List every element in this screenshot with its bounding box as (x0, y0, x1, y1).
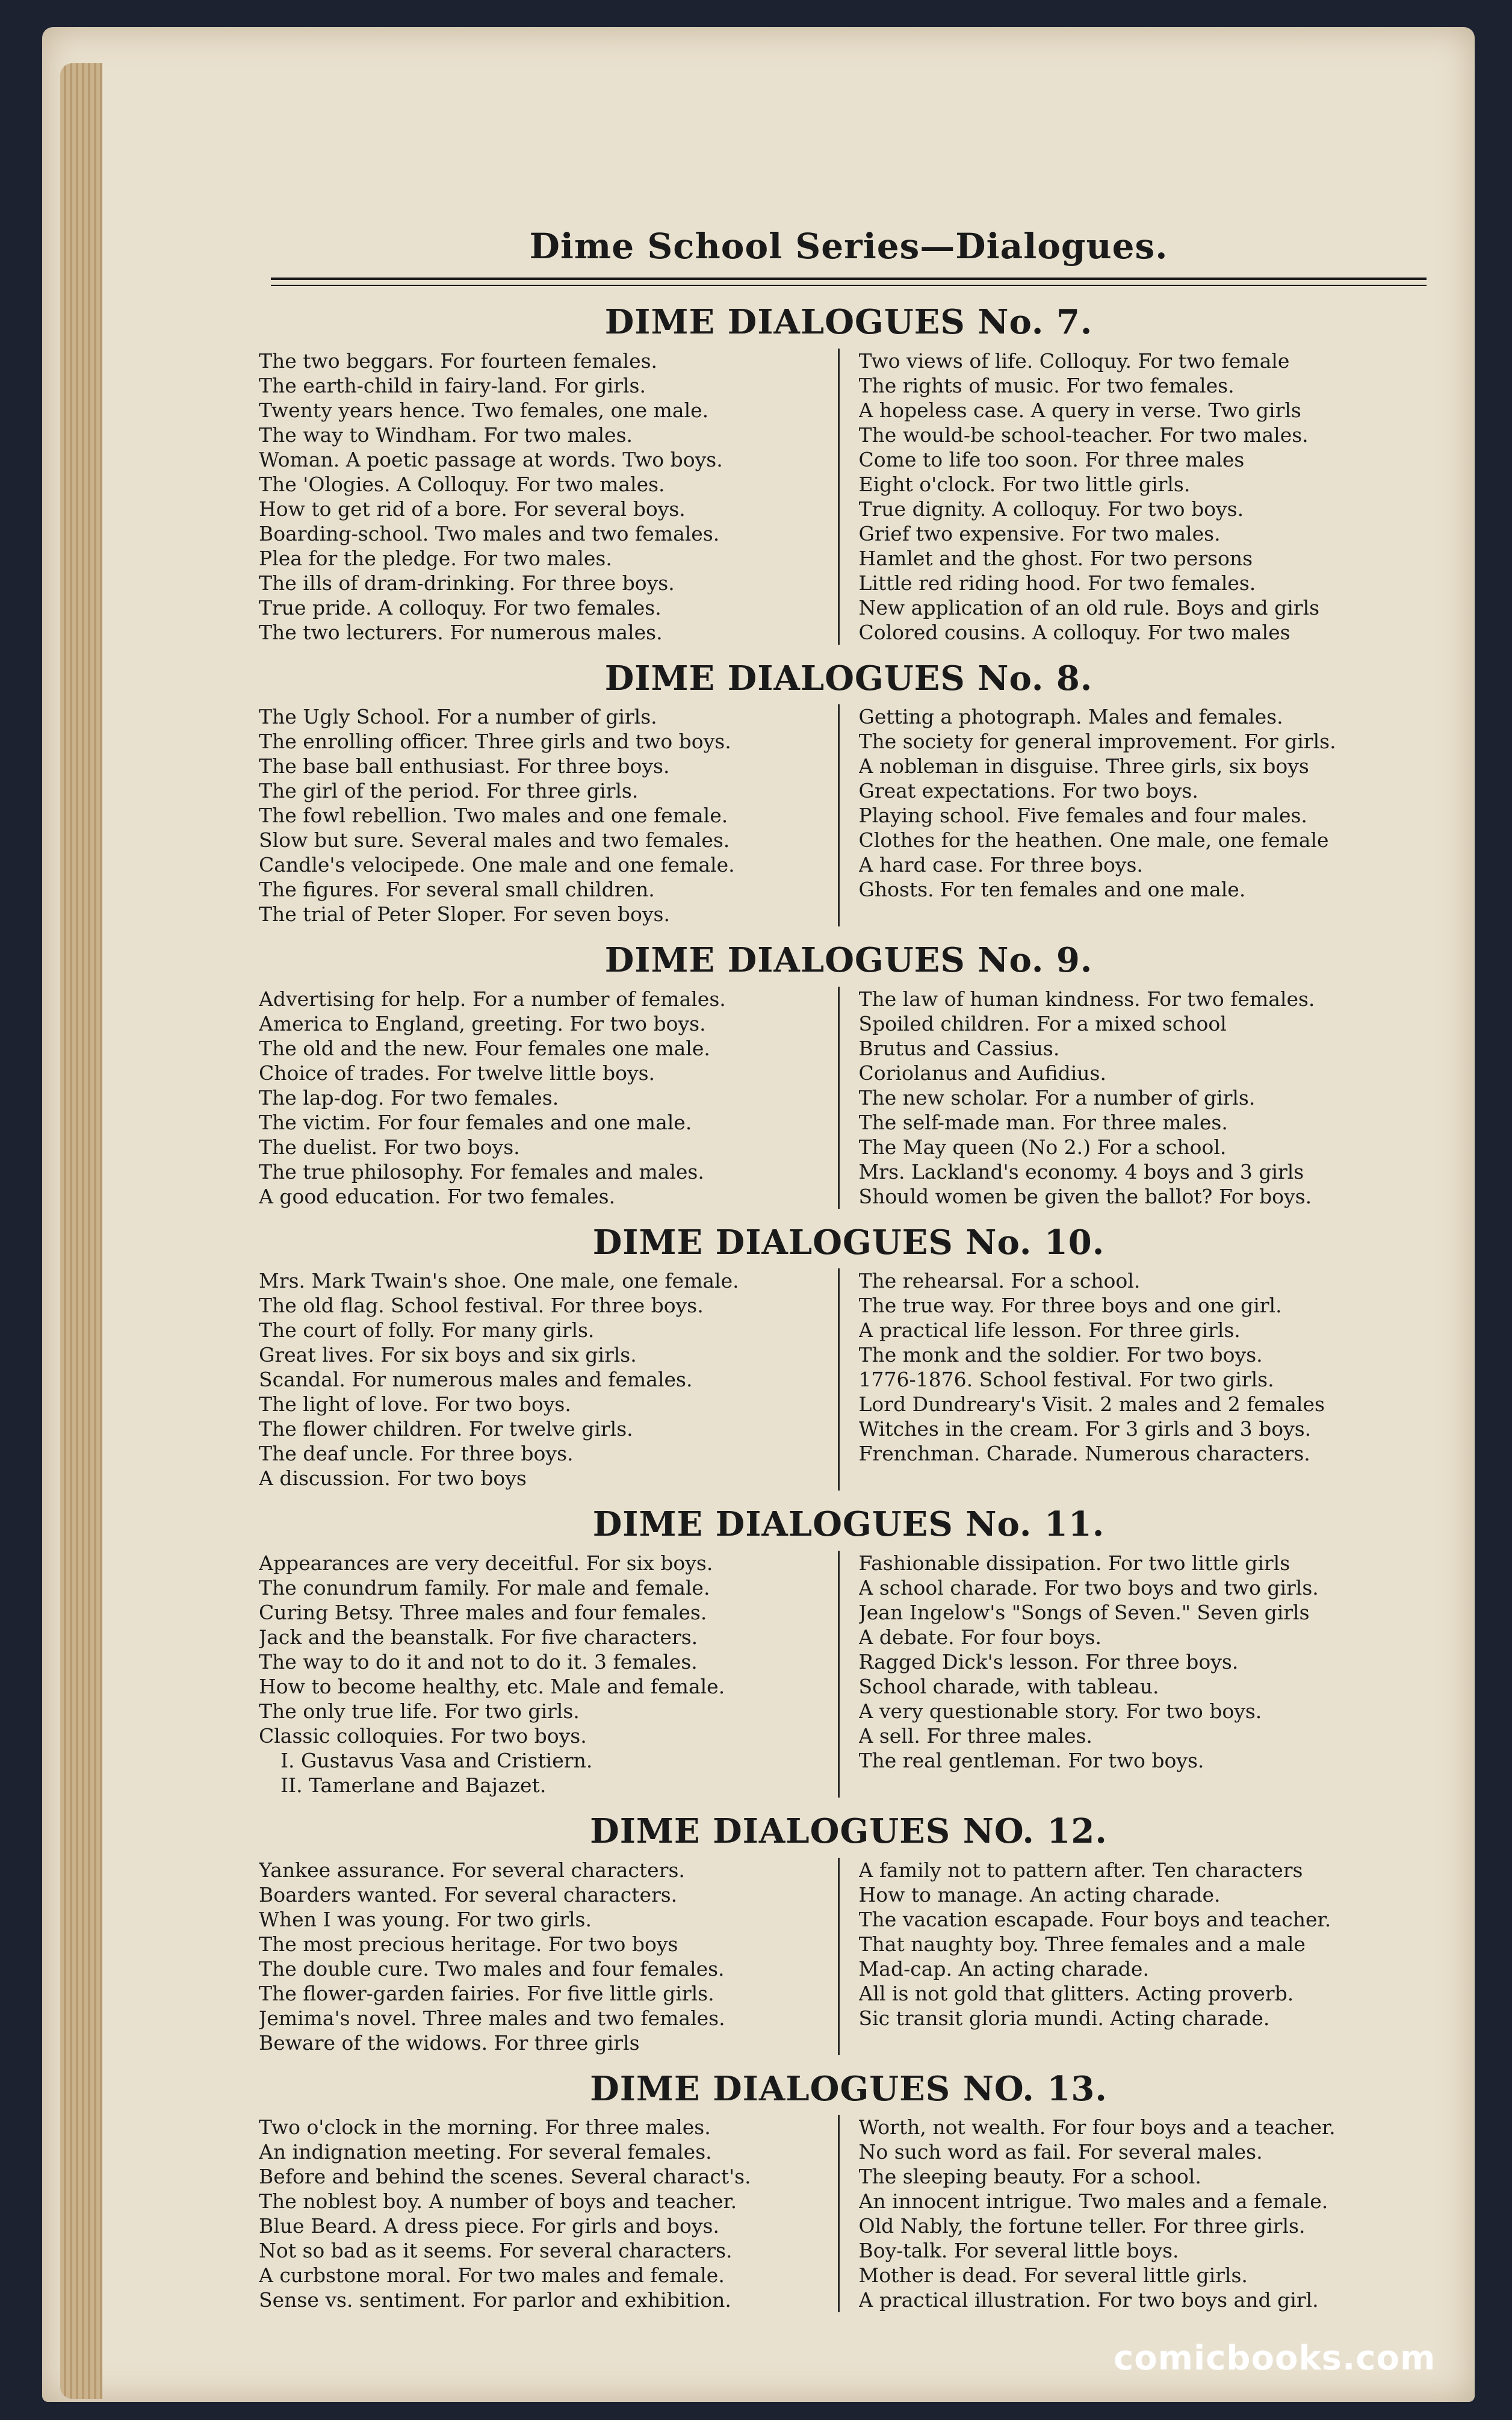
list-item: All is not gold that glitters. Acting proverb. (858, 1981, 1294, 2005)
list-item: Yankee assurance. For several characters. (259, 1858, 685, 1882)
right-column (840, 349, 1439, 645)
list-item: The monk and the soldier. For two boys. (858, 1343, 1263, 1367)
left-column (259, 1551, 840, 1798)
list-item: The sleeping beauty. For a school. (858, 2165, 1201, 2189)
section-title: DIME DIALOGUES No. 7. (604, 302, 1093, 342)
right-column (840, 1268, 1439, 1491)
list-item: Mrs. Lackland's economy. 4 boys and 3 girls (858, 1159, 1304, 1184)
left-column (259, 349, 840, 645)
list-item: The 'Ologies. A Colloquy. For two males. (259, 472, 665, 496)
list-item: Two o'clock in the morning. For three males. (259, 2115, 711, 2139)
header-rule (271, 278, 1427, 286)
right-column (840, 2115, 1439, 2312)
list-item: The Ugly School. For a number of girls. (259, 705, 657, 729)
list-item: The only true life. For two girls. (259, 1699, 580, 1723)
page-edge (60, 63, 102, 2399)
list-item: The earth-child in fairy-land. For girls. (259, 373, 646, 397)
list-item: The May queen (No 2.) For a school. (858, 1135, 1227, 1159)
list-item: Fashionable dissipation. For two little girls (858, 1551, 1290, 1575)
dialogue-section (259, 660, 1439, 927)
section-columns (259, 1551, 1439, 1798)
list-item: The way to Windham. For two males. (259, 423, 633, 447)
list-item: The old and the new. Four females one male. (259, 1036, 710, 1060)
list-item: Woman. A poetic passage at words. Two boys. (259, 447, 723, 471)
list-item: The fowl rebellion. Two males and one female. (259, 804, 728, 828)
list-item: Little red riding hood. For two females. (858, 571, 1256, 595)
list-item: The deaf uncle. For three boys. (259, 1442, 574, 1466)
list-item: Coriolanus and Aufidius. (858, 1061, 1106, 1085)
right-column (840, 1551, 1439, 1798)
list-item: A very questionable story. For two boys. (858, 1699, 1262, 1723)
section-columns (259, 2115, 1439, 2312)
list-item: Sense vs. sentiment. For parlor and exhibition. (259, 2288, 731, 2312)
list-item: A hard case. For three boys. (858, 853, 1143, 877)
section-title: DIME DIALOGUES No. 11. (592, 1504, 1105, 1545)
list-item: A good education. For two females. (259, 1184, 616, 1208)
right-column (840, 1858, 1439, 2055)
section-title: DIME DIALOGUES NO. 13. (590, 2068, 1108, 2109)
list-item: A practical illustration. For two boys and girl. (858, 2288, 1319, 2312)
list-item: Before and behind the scenes. Several charact's. (259, 2165, 751, 2189)
list-item: The rights of music. For two females. (858, 373, 1235, 397)
list-item: Boy-talk. For several little boys. (858, 2239, 1179, 2263)
list-item: True dignity. A colloquy. For two boys. (858, 497, 1244, 521)
list-item: The true way. For three boys and one girl. (858, 1294, 1282, 1318)
list-item: Mother is dead. For several little girls. (858, 2263, 1248, 2288)
list-item: Old Nably, the fortune teller. For three girls. (858, 2214, 1306, 2238)
list-item: The girl of the period. For three girls. (259, 779, 639, 803)
list-item: A hopeless case. A query in verse. Two girls (858, 398, 1301, 422)
page-header: Dime School Series—Dialogues. (529, 226, 1168, 267)
list-item: School charade, with tableau. (858, 1674, 1159, 1698)
section-columns (259, 1268, 1439, 1491)
right-column (840, 704, 1439, 926)
list-item: The self-made man. For three males. (858, 1110, 1228, 1134)
section-columns (259, 1858, 1439, 2055)
list-item: Blue Beard. A dress piece. For girls and boys. (259, 2214, 719, 2238)
section-title: DIME DIALOGUES No. 10. (592, 1222, 1105, 1262)
list-item: 1776-1876. School festival. For two girls. (858, 1368, 1274, 1392)
list-item: Two views of life. Colloquy. For two female (858, 349, 1290, 373)
left-column (259, 1858, 840, 2055)
dialogue-section (259, 1506, 1439, 1798)
list-item: Lord Dundreary's Visit. 2 males and 2 females (858, 1392, 1325, 1416)
list-item: America to England, greeting. For two boys. (259, 1011, 706, 1035)
list-item: A family not to pattern after. Ten characters (858, 1858, 1303, 1882)
list-item: Boarding-school. Two males and two females. (259, 521, 720, 545)
list-item: II. Tamerlane and Bajazet. (280, 1773, 547, 1797)
list-item: The noblest boy. A number of boys and teacher. (259, 2189, 737, 2214)
dialogue-section (259, 304, 1439, 645)
list-item: The flower-garden fairies. For five little girls. (259, 1981, 714, 2005)
list-item: The conundrum family. For male and female. (259, 1575, 710, 1599)
list-item: How to get rid of a bore. For several boys. (259, 497, 686, 521)
list-item: Appearances are very deceitful. For six boys. (259, 1551, 713, 1575)
section-title: DIME DIALOGUES NO. 12. (590, 1811, 1108, 1851)
list-item: Jean Ingelow's "Songs of Seven." Seven girls (858, 1600, 1310, 1624)
list-item: The flower children. For twelve girls. (259, 1417, 633, 1441)
list-item: A curbstone moral. For two males and female. (259, 2263, 725, 2288)
list-item: New application of an old rule. Boys and girls (858, 595, 1320, 619)
list-item: Grief two expensive. For two males. (858, 521, 1221, 545)
list-item: Getting a photograph. Males and females. (858, 705, 1283, 729)
list-item: The ills of dram-drinking. For three boys. (259, 571, 675, 595)
right-column (840, 987, 1439, 1209)
book-page (42, 27, 1475, 2402)
list-item: Witches in the cream. For 3 girls and 3 boys. (858, 1417, 1312, 1441)
list-item: The real gentleman. For two boys. (858, 1748, 1204, 1772)
list-item: The law of human kindness. For two females. (858, 987, 1315, 1011)
list-item: Sic transit gloria mundi. Acting charade. (858, 2006, 1270, 2030)
list-item: The double cure. Two males and four females. (259, 1956, 725, 1981)
dialogue-section (259, 1813, 1439, 2055)
list-item: Great lives. For six boys and six girls. (259, 1343, 637, 1367)
dialogue-section (259, 1224, 1439, 1491)
sections-container (259, 304, 1439, 2312)
list-item: Mrs. Mark Twain's shoe. One male, one female. (259, 1269, 739, 1293)
list-item: Choice of trades. For twelve little boys. (259, 1061, 655, 1085)
list-item: The vacation escapade. Four boys and teacher. (858, 1907, 1331, 1931)
list-item: Scandal. For numerous males and females. (259, 1368, 693, 1392)
list-item: Hamlet and the ghost. For two persons (858, 546, 1253, 570)
list-item: Beware of the widows. For three girls (259, 2031, 640, 2055)
list-item: Ragged Dick's lesson. For three boys. (858, 1649, 1239, 1674)
list-item: The way to do it and not to do it. 3 females. (259, 1649, 698, 1674)
list-item: The most precious heritage. For two boys (259, 1932, 678, 1956)
list-item: That naughty boy. Three females and a male (858, 1932, 1306, 1956)
list-item: Advertising for help. For a number of females. (259, 987, 726, 1011)
list-item: The would-be school-teacher. For two males. (858, 423, 1309, 447)
list-item: The base ball enthusiast. For three boys. (259, 754, 670, 778)
list-item: Eight o'clock. For two little girls. (858, 472, 1191, 496)
list-item: When I was young. For two girls. (259, 1907, 592, 1931)
list-item: Classic colloquies. For two boys. (259, 1723, 587, 1748)
left-column (259, 704, 840, 926)
list-item: The light of love. For two boys. (259, 1392, 571, 1416)
page-content (259, 226, 1439, 2328)
list-item: The rehearsal. For a school. (858, 1269, 1141, 1293)
section-title: DIME DIALOGUES No. 9. (604, 940, 1093, 981)
dialogue-section (259, 942, 1439, 1209)
dialogue-section (259, 2068, 1439, 2313)
list-item: An innocent intrigue. Two males and a female. (858, 2189, 1328, 2214)
list-item: Curing Betsy. Three males and four females. (259, 1600, 707, 1624)
list-item: The trial of Peter Sloper. For seven boys. (259, 902, 670, 926)
list-item: Boarders wanted. For several characters. (259, 1882, 678, 1907)
list-item: The true philosophy. For females and males. (259, 1159, 704, 1184)
list-item: The victim. For four females and one male. (259, 1110, 692, 1134)
list-item: The duelist. For two boys. (259, 1135, 520, 1159)
list-item: How to manage. An acting charade. (858, 1882, 1221, 1907)
list-item: The two beggars. For fourteen females. (259, 349, 658, 373)
list-item: An indignation meeting. For several females. (259, 2140, 712, 2164)
list-item: Plea for the pledge. For two males. (259, 546, 612, 570)
list-item: The court of folly. For many girls. (259, 1318, 595, 1342)
list-item: Frenchman. Charade. Numerous characters. (858, 1442, 1310, 1466)
left-column (259, 2115, 840, 2312)
list-item: The two lecturers. For numerous males. (259, 620, 663, 644)
list-item: Candle's velocipede. One male and one female. (259, 853, 735, 877)
list-item: The new scholar. For a number of girls. (858, 1085, 1256, 1109)
list-item: Jemima's novel. Three males and two females. (259, 2006, 725, 2030)
list-item: True pride. A colloquy. For two females. (259, 595, 662, 619)
list-item: The figures. For several small children. (259, 878, 655, 902)
list-item: Twenty years hence. Two females, one male. (259, 398, 709, 422)
watermark: comicbooks.com (1114, 2339, 1436, 2378)
list-item: How to become healthy, etc. Male and female. (259, 1674, 725, 1698)
list-item: Mad-cap. An acting charade. (858, 1956, 1149, 1981)
section-columns (259, 987, 1439, 1209)
list-item: Spoiled children. For a mixed school (858, 1011, 1227, 1035)
list-item: The enrolling officer. Three girls and two boys. (259, 730, 731, 754)
list-item: The lap-dog. For two females. (259, 1085, 559, 1109)
list-item: Come to life too soon. For three males (858, 447, 1245, 471)
list-item: A sell. For three males. (858, 1723, 1092, 1748)
list-item: A debate. For four boys. (858, 1625, 1101, 1649)
list-item: Clothes for the heathen. One male, one female (858, 828, 1329, 852)
list-item: Should women be given the ballot? For boys. (858, 1184, 1312, 1208)
left-column (259, 987, 840, 1209)
list-item: A nobleman in disguise. Three girls, six boys (858, 754, 1309, 778)
list-item: Jack and the beanstalk. For five characters. (259, 1625, 698, 1649)
list-item: Slow but sure. Several males and two females. (259, 828, 730, 852)
list-item: Ghosts. For ten females and one male. (858, 878, 1246, 902)
list-item: A practical life lesson. For three girls. (858, 1318, 1241, 1342)
list-item: Playing school. Five females and four males. (858, 804, 1307, 828)
section-columns (259, 349, 1439, 645)
list-item: Great expectations. For two boys. (858, 779, 1198, 803)
left-column (259, 1268, 840, 1491)
list-item: No such word as fail. For several males. (858, 2140, 1263, 2164)
list-item: Brutus and Cassius. (858, 1036, 1060, 1060)
list-item: Colored cousins. A colloquy. For two males (858, 620, 1290, 644)
section-title: DIME DIALOGUES No. 8. (604, 658, 1093, 698)
list-item: The society for general improvement. For girls. (858, 730, 1336, 754)
list-item: Not so bad as it seems. For several characters. (259, 2239, 733, 2263)
section-columns (259, 704, 1439, 926)
list-item: A school charade. For two boys and two girls. (858, 1575, 1319, 1599)
list-item: Worth, not wealth. For four boys and a teacher. (858, 2115, 1336, 2139)
list-item: I. Gustavus Vasa and Cristiern. (280, 1748, 593, 1772)
list-item: A discussion. For two boys (259, 1466, 527, 1491)
list-item: The old flag. School festival. For three boys. (259, 1294, 704, 1318)
